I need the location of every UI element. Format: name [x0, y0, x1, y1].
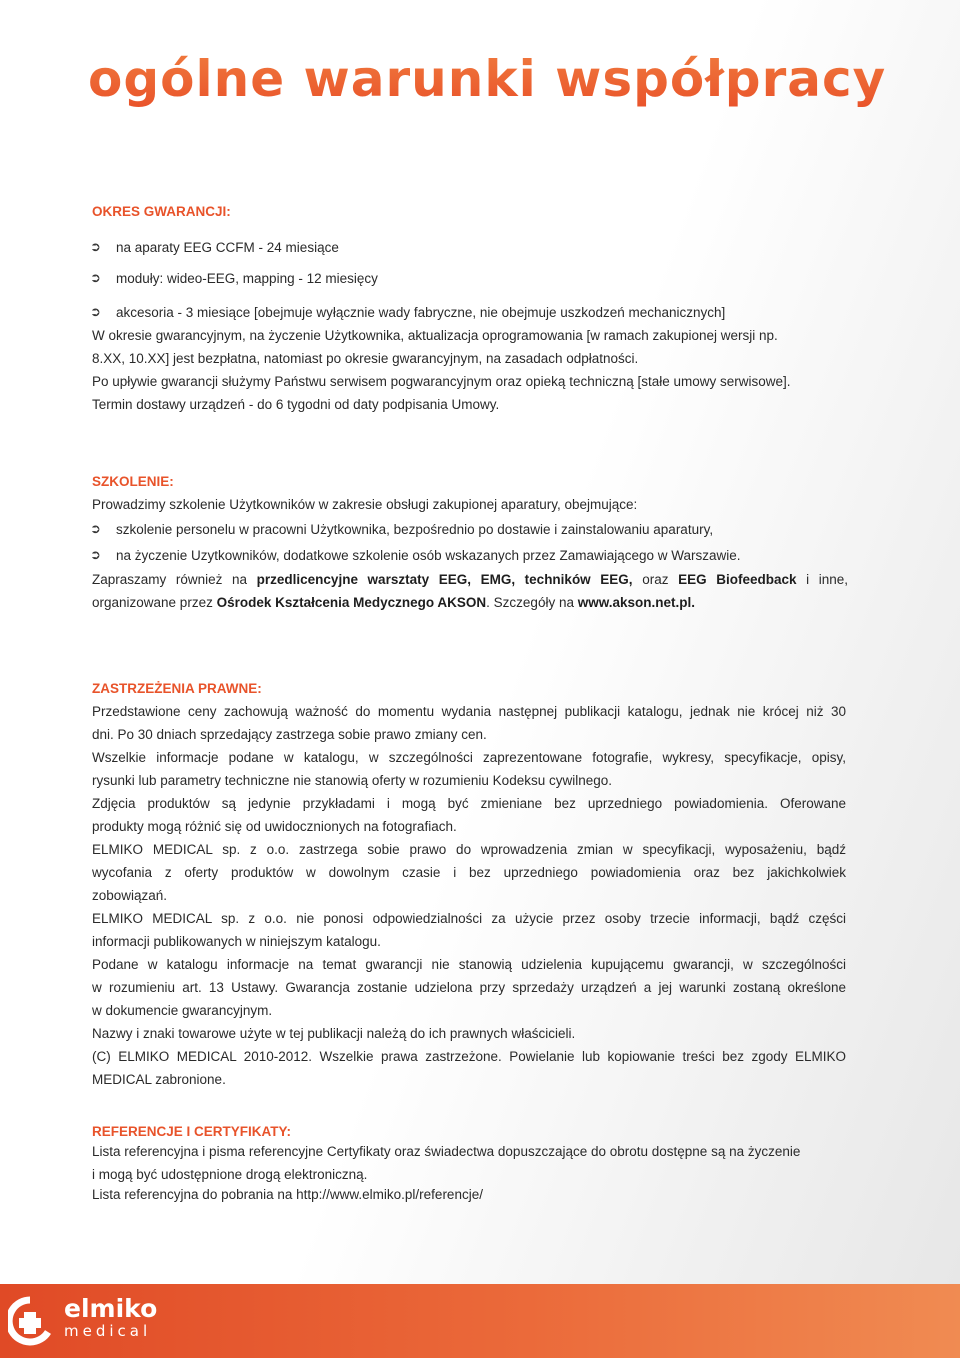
references-text: i mogą być udostępnione drogą elektroniczną. [92, 1167, 368, 1182]
legal-line: w dokumencie gwarancyjnym. [92, 1003, 273, 1018]
legal-line: Przedstawione ceny zachowują ważność do momentu wydania następnej publikacji katalogu, jednak nie krócej niż 30 [92, 704, 846, 719]
legal-line: ELMIKO MEDICAL sp. z o.o. nie ponosi odpowiedzialności za użycie przez osoby trzecie informacji, bądź części [92, 911, 846, 926]
training-invite: Zapraszamy również na przedlicencyjne warsztaty EEG, EMG, techników EEG, oraz EEG Biofeedback i inne, [92, 572, 848, 587]
arrow-bullet-icon: ➲ [90, 240, 101, 255]
warranty-section [92, 204, 848, 416]
references-heading: REFERENCJE I CERTYFIKATY: [92, 1124, 292, 1139]
legal-line: Wszelkie informacje podane w katalogu, w szczególności zaprezentowane fotografie, wykresy, specyfikacje, opisy, [92, 750, 846, 765]
training-heading: SZKOLENIE: [92, 474, 174, 489]
legal-section [92, 681, 846, 1091]
legal-line: w rozumieniu art. 13 Ustawy. Gwarancja zostanie udzielona przy sprzedaży urządzeń a jej warunki zostaną określone [92, 980, 846, 995]
training-bullet: ➲ na życzenie Uzytkowników, dodatkowe szkolenie osób wskazanych przez Zamawiającego w Warszawie. [90, 547, 741, 563]
warranty-text: Termin dostawy urządzeń - do 6 tygodni od daty podpisania Umowy. [92, 397, 500, 412]
elmiko-logo-icon [8, 1296, 52, 1346]
warranty-bullet: ➲ moduły: wideo-EEG, mapping - 12 miesięcy [90, 271, 378, 286]
warranty-heading: OKRES GWARANCJI: [92, 204, 231, 219]
warranty-text: Po upływie gwarancji służymy Państwu serwisem pogwarancyjnym oraz opieką techniczną [stałe umowy serwisowe]. [92, 374, 791, 389]
training-organizer: organizowane przez Ośrodek Kształcenia Medycznego AKSON. Szczegóły na www.akson.net.pl. [92, 595, 696, 610]
legal-line: MEDICAL zabronione. [92, 1072, 226, 1087]
brand-logo [64, 1296, 157, 1340]
arrow-bullet-icon: ➲ [90, 521, 101, 537]
references-text: Lista referencyjna i pisma referencyjne Certyfikaty oraz świadectwa dopuszczające do obrotu dostępne są na życzenie [92, 1144, 801, 1159]
legal-line: informacji publikowanych w niniejszym katalogu. [92, 934, 381, 949]
footer-bar [0, 1284, 960, 1358]
arrow-bullet-icon: ➲ [90, 271, 101, 286]
warranty-text: W okresie gwarancyjnym, na życzenie Użytkownika, aktualizacja oprogramowania [w ramach zakupionej wersji np. [92, 328, 778, 343]
legal-line: ELMIKO MEDICAL sp. z o.o. zastrzega sobie prawo do wprowadzenia zmian w specyfikacji, wyposażeniu, bądź [92, 842, 846, 857]
warranty-bullet: ➲ akcesoria - 3 miesiące [obejmuje wyłącznie wady fabryczne, nie obejmuje uszkodzeń mechanicznych] [90, 304, 726, 320]
legal-line: wycofania z oferty produktów w dowolnym czasie i bez uprzedniego powiadomienia oraz bez jakichkolwiek [92, 865, 846, 880]
references-section [92, 1124, 848, 1204]
legal-heading: ZASTRZEŻENIA PRAWNE: [92, 681, 262, 696]
arrow-bullet-icon: ➲ [90, 547, 101, 563]
training-intro: Prowadzimy szkolenie Użytkowników w zakresie obsługi zakupionej aparatury, obejmujące: [92, 497, 638, 512]
legal-line: (C) ELMIKO MEDICAL 2010-2012. Wszelkie prawa zastrzeżone. Powielanie lub kopiowanie treści bez zgody ELMIKO [92, 1049, 846, 1064]
legal-line: produkty mogą różnić się od uwidocznionych na fotografiach. [92, 819, 457, 834]
legal-line: rysunki lub parametry techniczne nie stanowią oferty w rozumieniu Kodeksu cywilnego. [92, 773, 613, 788]
legal-line: zobowiązań. [92, 888, 168, 903]
training-bullet: ➲ szkolenie personelu w pracowni Użytkownika, bezpośrednio po dostawie i zainstalowaniu aparatury, [90, 521, 714, 537]
legal-line: Podane w katalogu informacje na temat gwarancji nie stanowią udzielenia kupującemu gwarancji, w szczególności [92, 957, 846, 972]
legal-line: dni. Po 30 dniach sprzedający zastrzega sobie prawo zmiany cen. [92, 727, 487, 742]
training-section [92, 474, 848, 614]
brand-subtitle: medical [64, 1322, 152, 1340]
akson-link[interactable]: www.akson.net.pl. [577, 595, 696, 610]
warranty-bullet: ➲ na aparaty EEG CCFM - 24 miesiące [90, 240, 339, 255]
arrow-bullet-icon: ➲ [90, 304, 101, 320]
legal-line: Zdjęcia produktów są jedynie przykładami i mogą być zmieniane bez uprzedniego powiadomienia. Oferowane [92, 796, 846, 811]
warranty-text: 8.XX, 10.XX] jest bezpłatna, natomiast po okresie gwarancyjnym, na zasadach odpłatności. [92, 351, 639, 366]
legal-line: Nazwy i znaki towarowe użyte w tej publikacji należą do ich prawnych właścicieli. [92, 1026, 576, 1041]
references-link[interactable]: Lista referencyjna do pobrania na http://www.elmiko.pl/referencje/ [92, 1187, 483, 1202]
legal-text [92, 700, 846, 1091]
page-title: ogólne warunki współpracy [88, 50, 887, 108]
brand-name: elmiko [64, 1294, 158, 1323]
